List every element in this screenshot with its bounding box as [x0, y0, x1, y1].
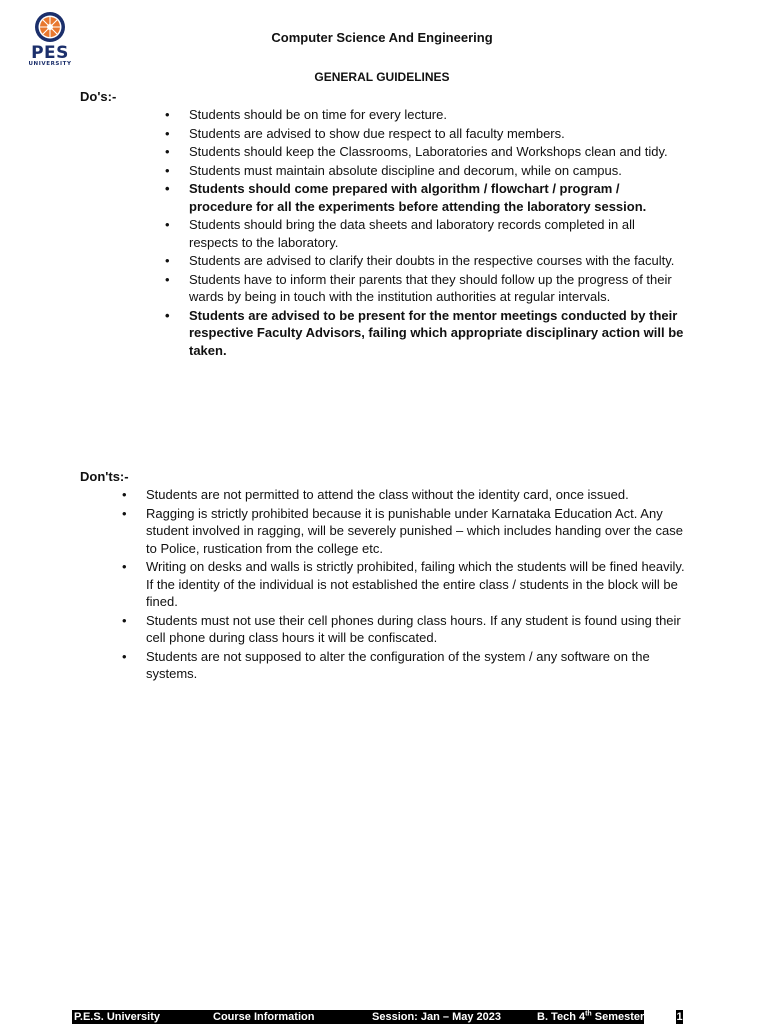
list-item [122, 486, 691, 504]
bullet-icon: • [165, 181, 170, 196]
list-item-text: Ragging is strictly prohibited because it is punishable under Karnataka Education Act. Any student involved in ragging, will be severely punished – which includes handing over the case to Police, rustication from the college etc. [146, 505, 683, 556]
dos-list [165, 106, 684, 360]
bullet-icon: • [165, 125, 170, 141]
logo-subtext: UNIVERSITY [28, 61, 72, 67]
bullet-icon: • [165, 162, 170, 178]
page-number: 1 [676, 1011, 683, 1023]
list-item-text: Students are not supposed to alter the configuration of the system / any software on the systems. [146, 648, 650, 681]
list-item-text: Students are advised to be present for the mentor meetings conducted by their respective Faculty Advisors, failing which appropriate disciplinary action will be taken. [189, 307, 684, 358]
bullet-icon: • [165, 217, 170, 232]
list-item-text: Students are not permitted to attend the class without the identity card, once issued. [146, 487, 629, 502]
footer-course-info: Course Information [213, 1011, 315, 1023]
list-item [165, 162, 684, 180]
bullet-icon: • [122, 487, 127, 502]
list-item [165, 106, 684, 124]
bullet-icon: • [165, 144, 170, 159]
bullet-icon: • [165, 271, 170, 287]
list-item [122, 558, 691, 611]
bullet-icon: • [165, 107, 170, 122]
list-item-text: Students are advised to show due respect to all faculty members. [189, 125, 565, 141]
bullet-icon: • [165, 307, 170, 323]
list-item-text: Students must maintain absolute discipline and decorum, while on campus. [189, 162, 622, 178]
bullet-icon: • [122, 559, 127, 574]
list-item-text: Writing on desks and walls is strictly prohibited, failing which the students will be fined heavily. If the identity of the individual is not established the entire class / students in the block will be fined. [146, 559, 685, 609]
list-item [165, 143, 684, 161]
donts-list [122, 486, 691, 684]
list-item [122, 612, 691, 647]
page-title: GENERAL GUIDELINES [314, 70, 450, 84]
footer-university: P.E.S. University [74, 1011, 161, 1023]
footer-session: Session: Jan – May 2023 [372, 1011, 502, 1023]
donts-label: Don'ts:- [80, 469, 129, 484]
list-item-text: Students should keep the Classrooms, Laboratories and Workshops clean and tidy. [189, 144, 668, 159]
list-item [165, 216, 684, 251]
bullet-icon: • [122, 648, 127, 664]
list-item [165, 180, 684, 215]
list-item [122, 505, 691, 558]
list-item-text: Students have to inform their parents that they should follow up the progress of their wards by being in touch with the institution authorities at regular intervals. [189, 271, 672, 304]
list-item-text: Students must not use their cell phones during class hours. If any student is found using their cell phone during class hours it will be confiscated. [146, 612, 681, 645]
list-item [165, 125, 684, 143]
logo-wordmark: PES [31, 43, 69, 63]
list-item-text: Students are advised to clarify their doubts in the respective courses with the faculty. [189, 253, 675, 268]
list-item [165, 252, 684, 270]
dos-label: Do's:- [80, 89, 117, 104]
list-item-text: Students should come prepared with algorithm / flowchart / program / procedure for all the experiments before attending the laboratory session. [189, 181, 647, 214]
list-item [122, 648, 691, 683]
bullet-icon: • [122, 505, 127, 521]
list-item [165, 271, 684, 306]
list-item-text: Students should bring the data sheets and laboratory records completed in all respects to the laboratory. [189, 217, 635, 250]
list-item-text: Students should be on time for every lecture. [189, 107, 447, 122]
footer-program: B. Tech 4th Semester [537, 1010, 645, 1023]
bullet-icon: • [122, 612, 127, 628]
department-heading: Computer Science And Engineering [271, 30, 493, 45]
page-footer [72, 1010, 644, 1024]
list-item [165, 307, 684, 360]
bullet-icon: • [165, 253, 170, 268]
